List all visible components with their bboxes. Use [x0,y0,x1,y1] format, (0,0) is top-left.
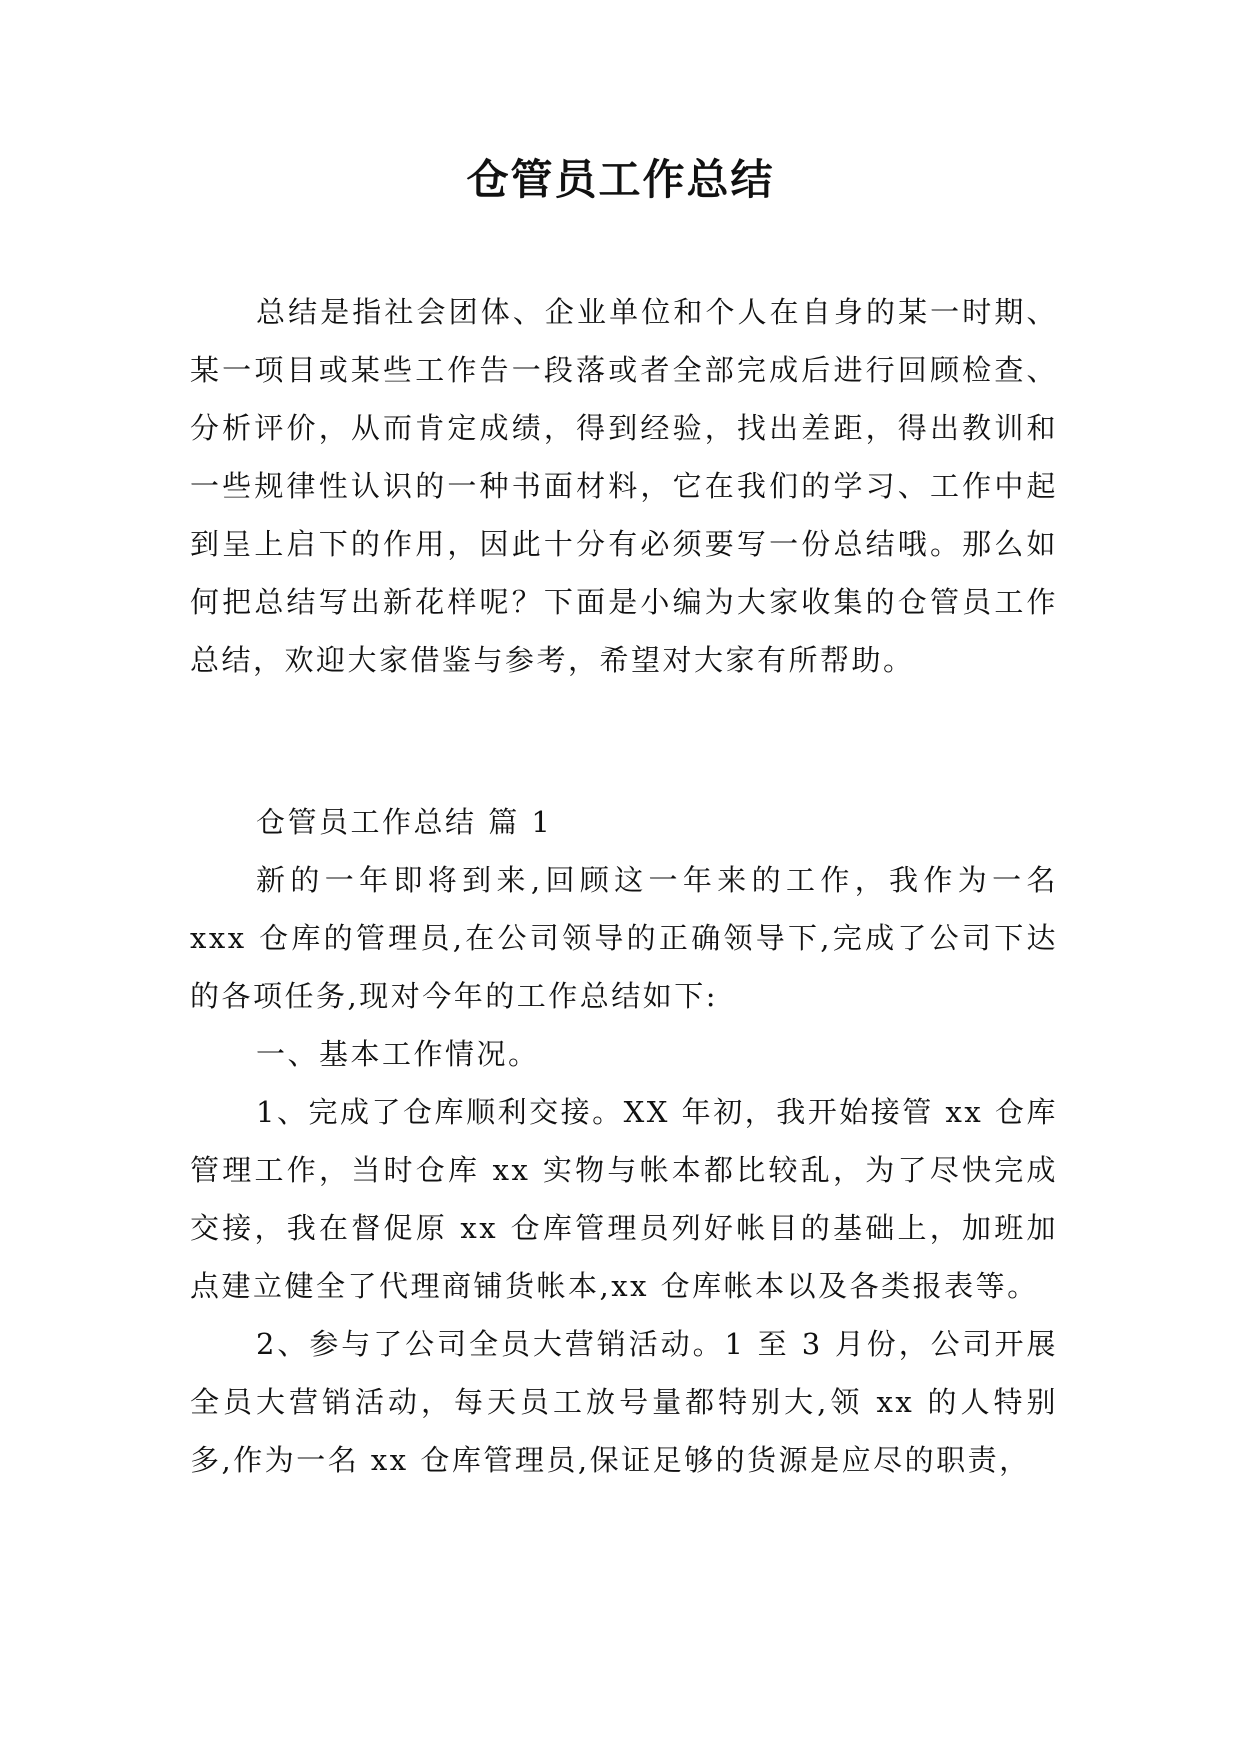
section-subheading: 一、基本工作情况。 [256,1037,540,1071]
section-paragraph-2: 1、完成了仓库顺利交接。XX 年初，我开始接管 xx 仓库管理工作，当时仓库 xx 实物与帐本都比较乱，为了尽快完成交接，我在督促原 xx 仓库管理员列好帐目的基础上，加班加点建立健全了代理商铺货帐本,xx 仓库帐本以及各类报表等。 [190,1095,1058,1303]
section-paragraph-1: 新的一年即将到来,回顾这一年来的工作，我作为一名 xxx 仓库的管理员,在公司领导的正确领导下,完成了公司下达的各项任务,现对今年的工作总结如下: [190,863,1058,1013]
section-heading: 仓管员工作总结 篇 1 [256,805,553,839]
document-title: 仓管员工作总结 [466,155,775,204]
section-article-1 [190,793,1058,1489]
section-paragraph-3: 2、参与了公司全员大营销活动。1 至 3 月份，公司开展全员大营销活动，每天员工放号量都特别大,领 xx 的人特别多,作为一名 xx 仓库管理员,保证足够的货源是应尽的职责， [190,1327,1058,1477]
intro-paragraph: 总结是指社会团体、企业单位和个人在自身的某一时期、某一项目或某些工作告一段落或者全部完成后进行回顾检查、分析评价，从而肯定成绩，得到经验，找出差距，得出教训和一些规律性认识的一种书面材料，它在我们的学习、工作中起到呈上启下的作用，因此十分有必须要写一份总结哦。那么如何把总结写出新花样呢？下面是小编为大家收集的仓管员工作总结，欢迎大家借鉴与参考，希望对大家有所帮助。 [190,295,1058,677]
